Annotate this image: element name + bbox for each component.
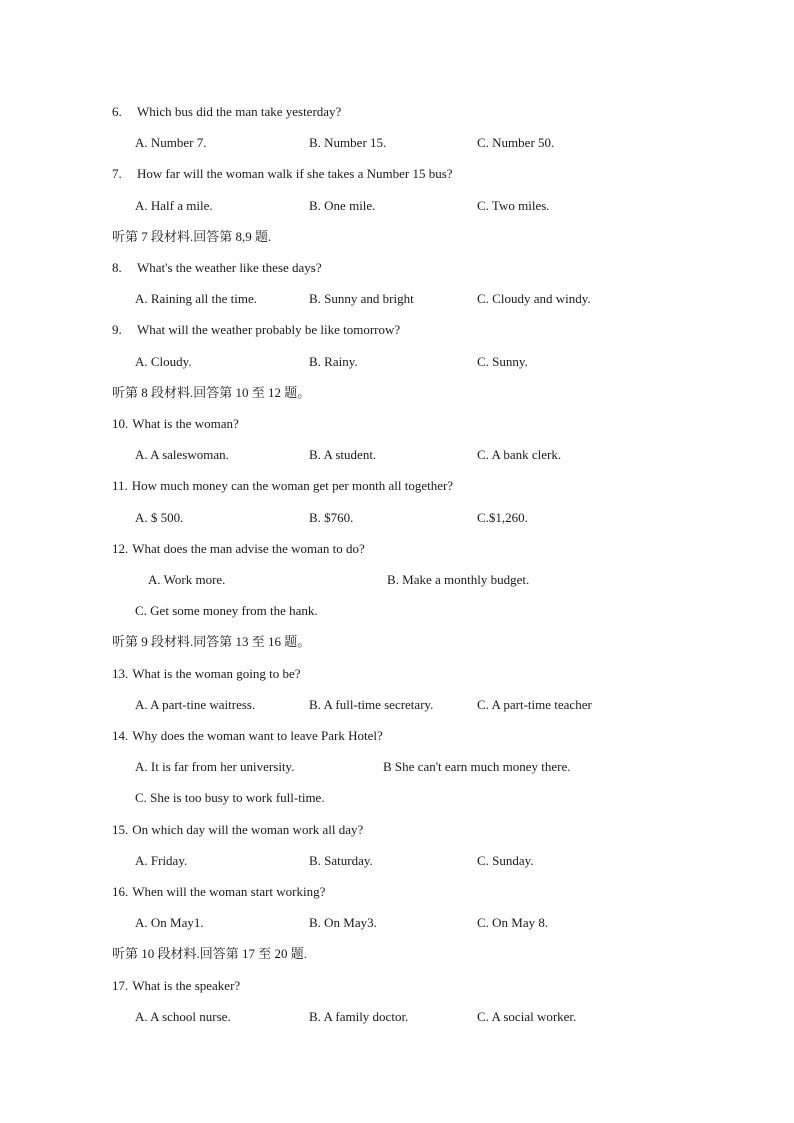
question-number: 14.	[112, 728, 129, 743]
option-b: B. On May3.	[309, 915, 377, 930]
question-number: 13.	[112, 666, 129, 681]
question-text: Why does the woman want to leave Park Hotel?	[132, 728, 383, 743]
question-line	[112, 322, 400, 338]
option-c: C. Cloudy and windy.	[477, 291, 591, 306]
question-number: 15.	[112, 822, 129, 837]
question-line	[112, 416, 239, 432]
option-c: C. A social worker.	[477, 1009, 577, 1024]
option-b: B. A family doctor.	[309, 1009, 409, 1024]
option-a: A. Work more.	[148, 572, 226, 587]
question-number: 8.	[112, 260, 122, 275]
question-number: 9.	[112, 322, 122, 337]
question-number: 11.	[112, 478, 128, 493]
question-line	[112, 260, 322, 276]
option-c: C. A part-time teacher	[477, 697, 592, 712]
option-b: B. A student.	[309, 447, 377, 462]
option-a: A. On May1.	[135, 915, 204, 930]
question-text: When will the woman start working?	[132, 884, 326, 899]
option-a: A. A saleswoman.	[135, 447, 229, 462]
question-text: What is the woman?	[132, 416, 239, 431]
option-a: A. Cloudy.	[135, 354, 192, 369]
question-number: 7.	[112, 166, 122, 181]
question-text: Which bus did the man take yesterday?	[137, 104, 342, 119]
option-b: B. Make a monthly budget.	[387, 572, 530, 587]
question-text: What will the weather probably be like tomorrow?	[137, 322, 401, 337]
question-line	[112, 884, 325, 900]
question-text: What's the weather like these days?	[137, 260, 322, 275]
option-a: A. A school nurse.	[135, 1009, 231, 1024]
option-a: A. $ 500.	[135, 510, 184, 525]
section-heading: 听第 9 段材料.同答第 13 至 16 题。	[112, 634, 311, 649]
option-c: C. Get some money from the hank.	[135, 603, 318, 618]
option-c: C. Two miles.	[477, 198, 550, 213]
option-b: B. Sunny and bright	[309, 291, 414, 306]
option-c: C. Sunny.	[477, 354, 528, 369]
option-a: A. It is far from her university.	[135, 759, 295, 774]
option-a: A. Raining all the time.	[135, 291, 258, 306]
question-number: 6.	[112, 104, 122, 119]
option-a: A. A part-tine waitress.	[135, 697, 256, 712]
question-number: 17.	[112, 978, 129, 993]
option-a: A. Number 7.	[135, 135, 207, 150]
option-b: B She can't earn much money there.	[383, 759, 571, 774]
option-a: A. Half a mile.	[135, 198, 213, 213]
question-number: 12.	[112, 541, 129, 556]
question-line	[112, 478, 453, 494]
option-b: B. Rainy.	[309, 354, 358, 369]
option-b: B. Saturday.	[309, 853, 373, 868]
question-text: On which day will the woman work all day?	[132, 822, 364, 837]
section-heading: 听第 7 段材料.回答第 8,9 题.	[112, 229, 272, 244]
option-b: B. $760.	[309, 510, 354, 525]
option-c: C. Number 50.	[477, 135, 555, 150]
option-c: C. She is too busy to work full-time.	[135, 790, 325, 805]
question-number: 16.	[112, 884, 129, 899]
section-heading: 听第 10 段材料.回答第 17 至 20 题.	[112, 946, 308, 961]
question-text: How far will the woman walk if she takes a Number 15 bus?	[137, 166, 453, 181]
question-text: How much money can the woman get per month all together?	[131, 478, 454, 493]
option-c: C.$1,260.	[477, 510, 528, 525]
option-a: A. Friday.	[135, 853, 188, 868]
question-line	[112, 166, 453, 182]
question-line	[112, 728, 383, 744]
option-c: C. On May 8.	[477, 915, 549, 930]
option-b: B. A full-time secretary.	[309, 697, 434, 712]
option-b: B. Number 15.	[309, 135, 387, 150]
section-heading: 听第 8 段材料.回答第 10 至 12 题。	[112, 385, 311, 400]
question-line	[112, 978, 240, 994]
question-line	[112, 541, 365, 557]
option-b: B. One mile.	[309, 198, 376, 213]
question-text: What is the speaker?	[132, 978, 241, 993]
option-c: C. A bank clerk.	[477, 447, 562, 462]
option-c: C. Sunday.	[477, 853, 534, 868]
question-number: 10.	[112, 416, 129, 431]
question-line	[112, 822, 363, 838]
question-line	[112, 104, 341, 120]
question-text: What is the woman going to be?	[132, 666, 301, 681]
question-text: What does the man advise the woman to do?	[132, 541, 365, 556]
question-line	[112, 666, 301, 682]
